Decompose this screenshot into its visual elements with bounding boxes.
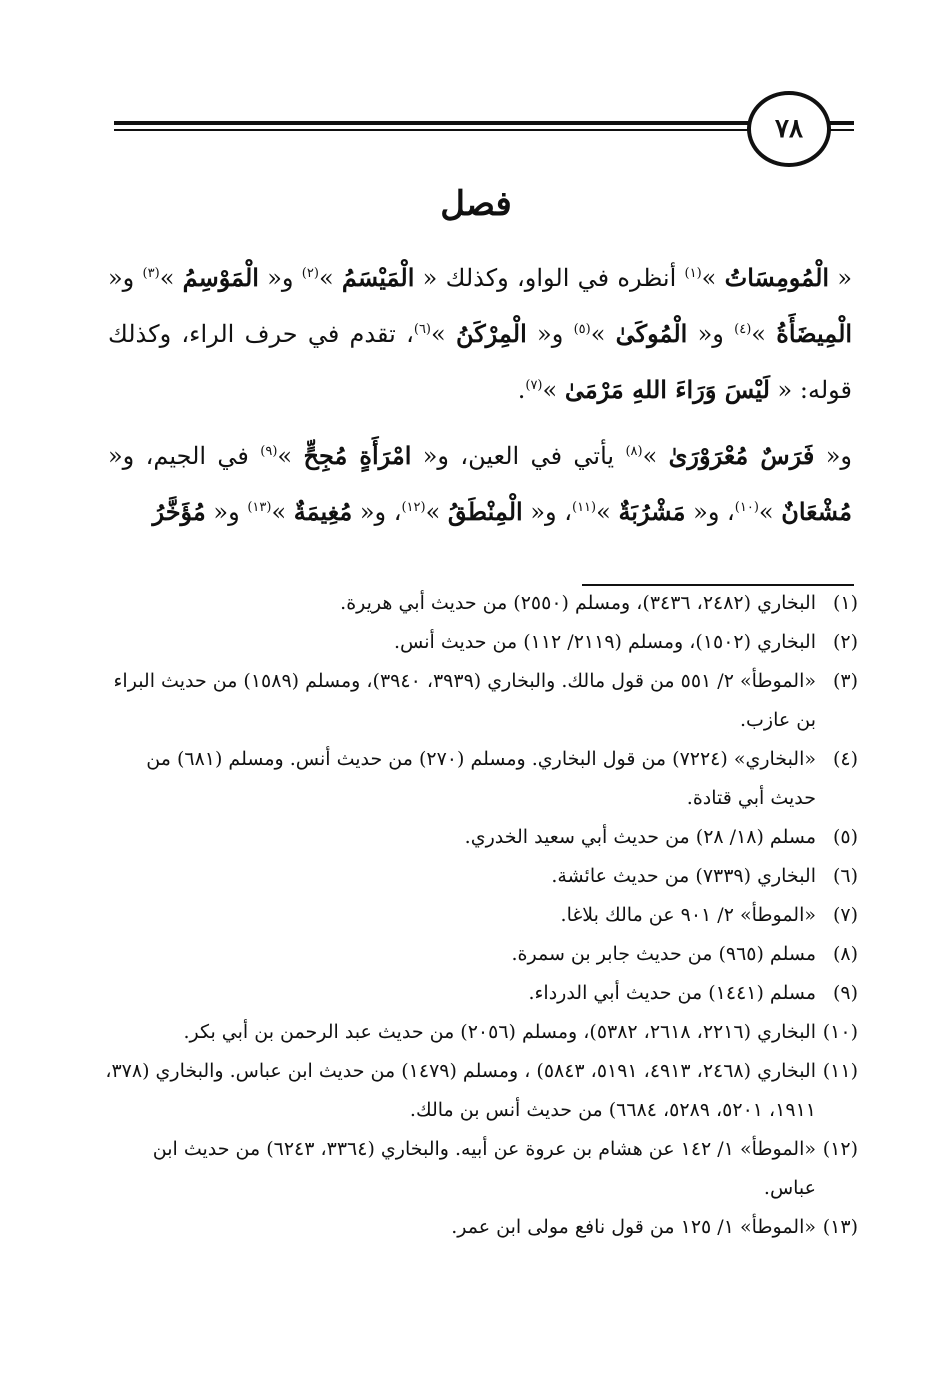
header-rule-thin [114,129,754,131]
footnote-ref: (٨) [625,444,643,459]
page-number-badge [747,91,831,167]
footnote-item [96,974,858,1013]
footnote-ref: (٥) [573,322,591,337]
highlighted-term: مُؤَخَّرُ [152,497,206,526]
highlighted-term: الْمِيضَأَةُ [776,319,853,348]
footnote-text: مسلم (١٤٤١) من حديث أبي الدرداء. [528,982,816,1004]
footnote-item [96,623,858,662]
main-text [108,250,852,540]
footnote-text: مسلم (١٨/ ٢٨) من حديث أبي سعيد الخدري. [464,826,816,848]
page-header [0,0,952,200]
footnote-number: (١٠) [822,1021,858,1043]
footnote-text: البخاري (٢٤٨٢، ٣٤٣٦)، ومسلم (٢٥٥٠) من حديث أبي هريرة. [340,592,816,614]
footnote-item [96,896,858,935]
highlighted-term: مُشْعَانٌ [781,497,852,526]
footnote-ref: (٦) [413,322,431,337]
footnote-number: (٨) [832,943,858,965]
highlighted-term: امْرَأَةٍ مُجِحٍّ [303,441,412,470]
footnote-item [96,857,858,896]
footnote-number: (٩) [832,982,858,1004]
footnote-number: (٢) [832,631,858,653]
footnote-item [96,935,858,974]
footnote-ref: (١١) [572,500,597,515]
footnote-number: (١) [832,592,858,614]
highlighted-term: الْمَيْسَمُ [341,263,415,292]
footnote-text: البخاري (٢٤٦٨، ٤٩١٣، ٥١٩١، ٥٨٤٣) ، ومسلم (١٤٧٩) من حديث ابن عباس. والبخاري (٣٧٨، ١٩١١، ٥٢٠١، ٥٢٨٩، ٦٦٨٤) من حديث أنس بن مالك. [105,1060,816,1121]
footnote-number: (٥) [832,826,858,848]
footnote-number: (٣) [832,670,858,692]
footnote-item [96,818,858,857]
footnote-item [96,662,858,740]
footnote-number: (١١) [822,1060,858,1082]
footnotes [96,584,858,1247]
footnote-number: (١٣) [822,1216,858,1238]
highlighted-term: الْمَوْسِمُ [182,263,259,292]
footnote-text: البخاري (٧٣٣٩) من حديث عائشة. [551,865,816,887]
highlighted-term: فَرَسٌ مُعْرَوْرَىٰ [668,441,815,470]
highlighted-term: الْمُومِسَاتُ [724,263,830,292]
footnote-ref: (١) [684,266,702,281]
footnote-number: (٧) [832,904,858,926]
footnote-text: «البخاري» (٧٢٢٤) من قول البخاري. ومسلم (٢٧٠) من حديث أنس. ومسلم (٦٨١) من حديث أبي قتادة. [146,748,816,809]
highlighted-term: الْمُوكَىٰ [615,319,688,348]
footnote-text: «الموطأ» ١/ ١٢٥ من قول نافع مولى ابن عمر. [451,1216,816,1238]
highlighted-term: مَشْرُبَةٌ [618,497,686,526]
footnote-item [96,740,858,818]
page-number: ٧٨ [775,114,803,144]
footnote-number: (٤) [832,748,858,770]
highlighted-term: الْمِرْكَنُ [455,319,527,348]
footnote-ref: (٧) [525,378,543,393]
highlighted-term: لَيْسَ وَرَاءَ اللهِ مَرْمَىٰ [564,375,770,404]
footnote-number: (١٢) [822,1138,858,1160]
highlighted-term: مُغِيمَةٌ [293,497,353,526]
footnote-item [96,1013,858,1052]
paragraph-1: « الْمُومِسَاتُ »$^{(١)}$ أنظره في الواو، وكذلك « الْمَيْسَمُ »$^{(٢)}$ و« الْمَوْسِمُ »$^{(٣)}$ و« الْمِيضَأَةُ »$^{(٤)}$ و« الْمُوكَىٰ »$^{(٥)}$ و« الْمِرْكَنُ »$^{(٦)}$، تقدم في حرف الراء، وكذلك قوله: « لَيْسَ وَرَاءَ اللهِ مَرْمَىٰ »$^{(٧)}$. [108,263,853,404]
paragraph-2: و« فَرَسٌ مُعْرَوْرَىٰ »$^{(٨)}$ يأتي في العين، و« امْرَأَةٍ مُجِحٍّ »$^{(٩)}$ في الجيم، و« مُشْعَانٌ »$^{(١٠)}$، و« مَشْرُبَةٌ »$^{(١١)}$، و« الْمِنْطَقُ »$^{(١٢)}$، و« مُغِيمَةٌ »$^{(١٣)}$ و« مُؤَخَّرُ [108,441,853,526]
footnote-text: البخاري (١٥٠٢)، ومسلم (٢١١٩/ ١١٢) من حديث أنس. [393,631,816,653]
footnote-ref: (١٢) [401,500,426,515]
footnote-item [96,1130,858,1208]
footnote-text: «الموطأ» ٢/ ٩٠١ عن مالك بلاغا. [560,904,816,926]
footnote-item [96,1052,858,1130]
footnote-number: (٦) [832,865,858,887]
footnote-ref: (٢) [301,266,319,281]
footnote-item [96,584,858,623]
highlighted-term: الْمِنْطَقُ [447,497,523,526]
section-title: فصل [440,184,512,224]
footnote-item [96,1208,858,1247]
footnote-ref: (١٠) [734,500,759,515]
footnote-text: البخاري (٢٢١٦، ٢٦١٨، ٥٣٨٢)، ومسلم (٢٠٥٦) من حديث عبد الرحمن بن أبي بكر. [183,1021,816,1043]
footnote-ref: (٤) [734,322,752,337]
footnote-ref: (٣) [142,266,160,281]
footnote-ref: (١٣) [247,500,272,515]
footnote-text: مسلم (٩٦٥) من حديث جابر بن سمرة. [511,943,816,965]
footnote-text: «الموطأ» ١/ ١٤٢ عن هشام بن عروة عن أبيه. والبخاري (٣٣٦٤، ٦٢٤٣) من حديث ابن عباس. [152,1138,816,1199]
footnote-text: «الموطأ» ٢/ ٥٥١ من قول مالك. والبخاري (٣٩٣٩، ٣٩٤٠)، ومسلم (١٥٨٩) من حديث البراء بن عازب. [113,670,816,731]
header-rule-thick [114,121,754,125]
footnote-ref: (٩) [260,444,278,459]
